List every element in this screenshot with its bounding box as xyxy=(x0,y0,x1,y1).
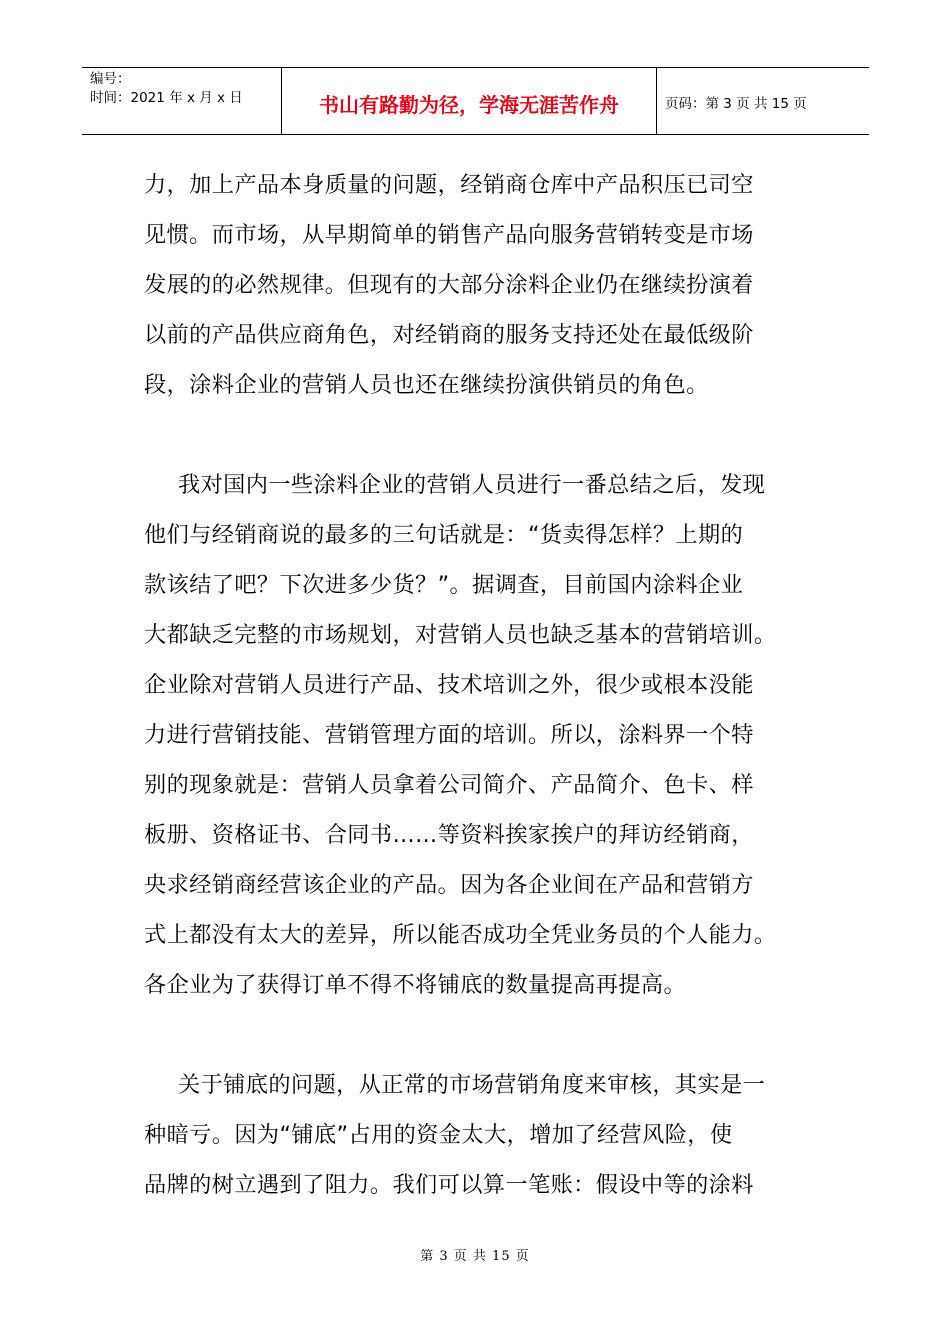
text-line: 各企业为了获得订单不得不将铺底的数量提高再提高。 xyxy=(144,972,687,998)
document-time-label: 时间：2021 年 x 月 x 日 xyxy=(90,90,243,106)
header-meta xyxy=(82,68,282,134)
text-line: 央求经销商经营该企业的产品。因为各企业间在产品和营销方 xyxy=(144,872,754,898)
text-line: 种暗亏。因为“铺底”占用的资金太大，增加了经营风险，使 xyxy=(144,1122,733,1148)
text-line: 我对国内一些涂料企业的营销人员进行一番总结之后，发现 xyxy=(178,472,766,498)
text-line: 大都缺乏完整的市场规划，对营销人员也缺乏基本的营销培训。 xyxy=(144,622,777,648)
text-line: 关于铺底的问题，从正常的市场营销角度来审核，其实是一 xyxy=(178,1072,766,1098)
text-line: 发展的的必然规律。但现有的大部分涂料企业仍在继续扮演着 xyxy=(144,272,754,298)
document-body xyxy=(144,160,808,1210)
text-line: 品牌的树立遇到了阻力。我们可以算一笔账：假设中等的涂料 xyxy=(144,1172,754,1198)
paragraph xyxy=(144,1060,808,1210)
paragraph xyxy=(144,160,808,410)
header-page-number: 页码：第 3 页 共 15 页 xyxy=(665,96,807,112)
text-line: 他们与经销商说的最多的三句话就是：“货卖得怎样？上期的 xyxy=(144,522,744,548)
text-line: 款该结了吧？下次进多少货？”。据调查，目前国内涂料企业 xyxy=(144,572,744,598)
header-motto: 书山有路勤为径，学海无涯苦作舟 xyxy=(282,68,657,134)
text-line: 段，涂料企业的营销人员也还在继续扮演供销员的角色。 xyxy=(144,372,709,398)
page-header xyxy=(82,67,869,135)
text-line: 力，加上产品本身质量的问题，经销商仓库中产品积压已司空 xyxy=(144,172,754,198)
text-line: 以前的产品供应商角色，对经销商的服务支持还处在最低级阶 xyxy=(144,322,754,348)
text-line: 企业除对营销人员进行产品、技术培训之外，很少或根本没能 xyxy=(144,672,754,698)
text-line: 别的现象就是：营销人员拿着公司简介、产品简介、色卡、样 xyxy=(144,772,754,798)
text-line: 力进行营销技能、营销管理方面的培训。所以，涂料界一个特 xyxy=(144,722,754,748)
text-line: 板册、资格证书、合同书……等资料挨家挨户的拜访经销商， xyxy=(144,822,754,848)
paragraph xyxy=(144,460,808,1010)
document-number-label: 编号： xyxy=(90,71,131,87)
page-footer: 第 3 页 共 15 页 xyxy=(420,1249,530,1264)
paragraph-spacer xyxy=(144,1010,808,1060)
text-line: 见惯。而市场，从早期简单的销售产品向服务营销转变是市场 xyxy=(144,222,754,248)
text-line: 式上都没有太大的差异，所以能否成功全凭业务员的个人能力。 xyxy=(144,922,777,948)
paragraph-spacer xyxy=(144,410,808,460)
